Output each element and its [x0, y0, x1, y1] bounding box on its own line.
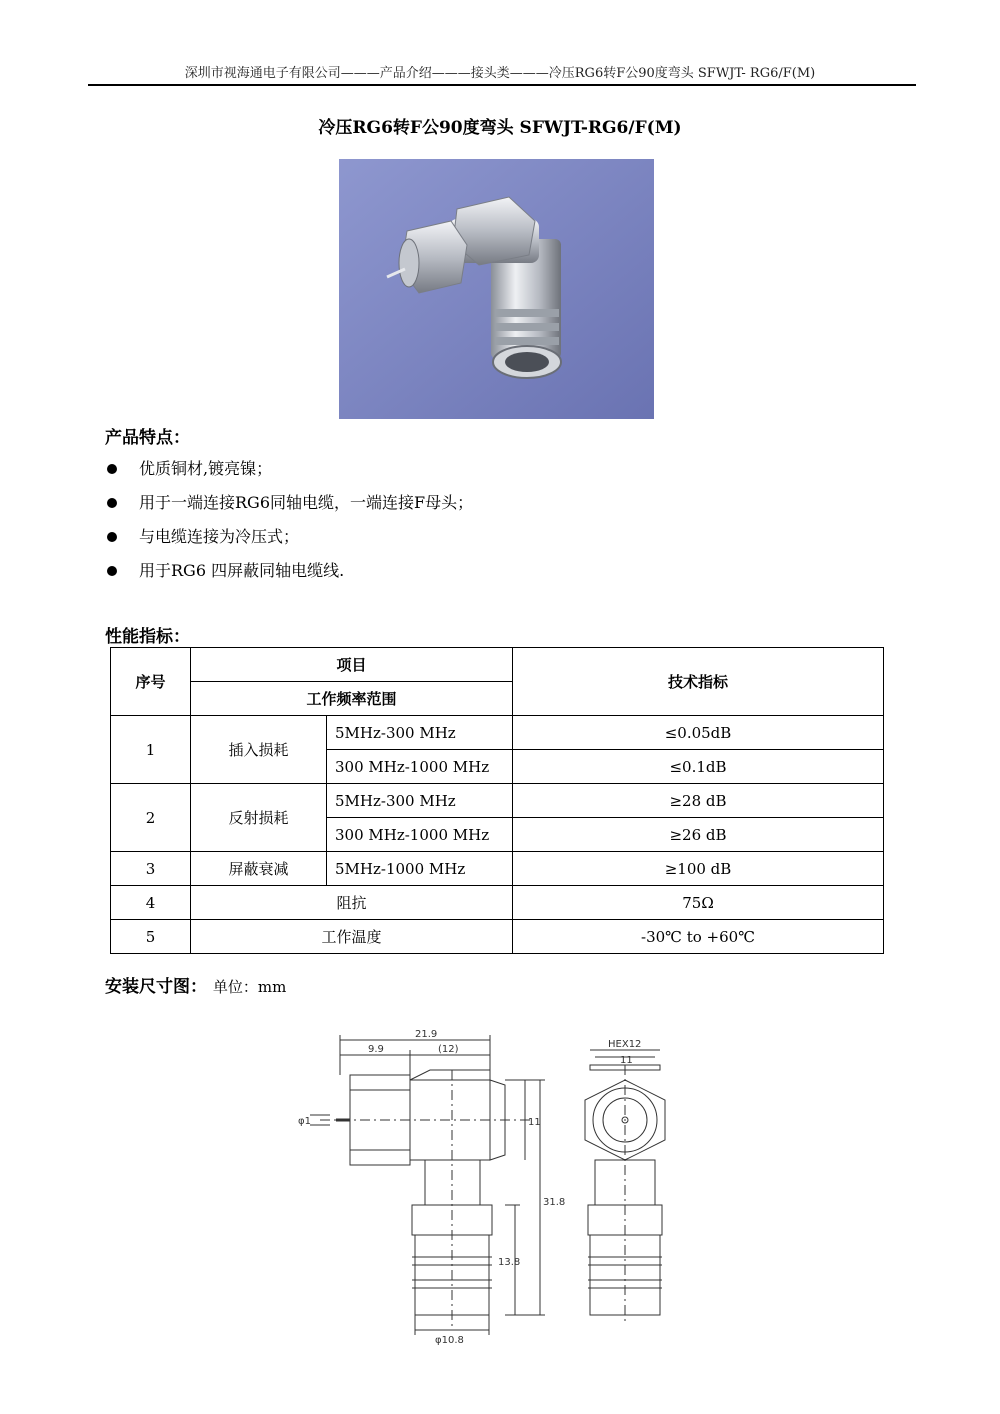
table-row: [111, 784, 884, 818]
bullet-icon: [107, 498, 117, 508]
cell-item: 工作温度: [191, 920, 513, 954]
feature-text: 用于RG6 四屏蔽同轴电缆线.: [139, 561, 345, 580]
cell-spec: -30℃ to +60℃: [513, 920, 884, 954]
running-header: 深圳市视海通电子有限公司———产品介绍———接头类———冷压RG6转F公90度弯头 SFWJT- RG6/F(M): [184, 66, 816, 81]
cell-freq: 300 MHz-1000 MHz: [327, 750, 513, 784]
header-index: 序号: [111, 648, 191, 716]
cell-spec: ≥26 dB: [513, 818, 884, 852]
cell-freq: 5MHz-300 MHz: [327, 716, 513, 750]
table-row: [111, 886, 884, 920]
table-row: [111, 920, 884, 954]
feature-list: [105, 452, 473, 588]
features-heading: 产品特点：: [105, 428, 190, 448]
bullet-icon: [107, 464, 117, 474]
dim-hex: HEX12: [608, 1039, 642, 1050]
page-title: 冷压RG6转F公90度弯头 SFWJT-RG6/F(M): [318, 118, 682, 138]
product-photo: [339, 159, 654, 419]
cell-item: 反射损耗: [191, 784, 327, 852]
table-row: [111, 716, 884, 750]
dim-crimp-length: 13.8: [498, 1257, 521, 1268]
dimensions-unit: 单位：mm: [212, 978, 287, 996]
cell-item: 屏蔽衰减: [191, 852, 327, 886]
header-rule: [88, 84, 916, 86]
cell-freq: 300 MHz-1000 MHz: [327, 818, 513, 852]
feature-item: [105, 486, 473, 520]
feature-item: [105, 520, 473, 554]
dim-total-height: 31.8: [543, 1197, 566, 1208]
feature-text: 与电缆连接为冷压式；: [139, 527, 300, 546]
cell-spec: ≥100 dB: [513, 852, 884, 886]
cell-spec: ≥28 dB: [513, 784, 884, 818]
feature-text: 用于一端连接RG6同轴电缆，一端连接F母头；: [139, 493, 474, 512]
bullet-icon: [107, 532, 117, 542]
cell-spec: ≤0.05dB: [513, 716, 884, 750]
cell-spec: 75Ω: [513, 886, 884, 920]
cell-index: 4: [111, 886, 191, 920]
performance-heading: 性能指标：: [105, 627, 190, 647]
feature-text: 优质铜材,镀亮镍；: [139, 459, 273, 478]
dimensions-heading-text: 安装尺寸图：: [105, 977, 207, 997]
cell-index: 3: [111, 852, 191, 886]
header-item: 项目: [191, 648, 513, 682]
cell-spec: ≤0.1dB: [513, 750, 884, 784]
table-header-row: [111, 648, 884, 682]
cell-freq: 5MHz-1000 MHz: [327, 852, 513, 886]
cell-index: 2: [111, 784, 191, 852]
bullet-icon: [107, 566, 117, 576]
cell-item: 阻抗: [191, 886, 513, 920]
performance-table: [110, 647, 884, 954]
cell-index: 1: [111, 716, 191, 784]
dimensions-heading: [105, 972, 286, 997]
dim-hex-width: 11: [620, 1055, 633, 1066]
feature-item: [105, 554, 473, 588]
dim-pin: φ1: [298, 1116, 311, 1127]
cell-freq: 5MHz-300 MHz: [327, 784, 513, 818]
dim-overall-width: 21.9: [415, 1029, 438, 1040]
feature-item: [105, 452, 473, 486]
header-spec: 技术指标: [513, 648, 884, 716]
dim-crimp-diameter: φ10.8: [435, 1335, 464, 1345]
header-freq: 工作频率范围: [191, 682, 513, 716]
dim-rear-width: (12): [438, 1044, 459, 1055]
dimension-drawing: [290, 1025, 710, 1345]
dim-front-width: 9.9: [368, 1044, 384, 1055]
cell-index: 5: [111, 920, 191, 954]
table-row: [111, 852, 884, 886]
cell-item: 插入损耗: [191, 716, 327, 784]
dim-head-height: 11: [528, 1117, 541, 1128]
